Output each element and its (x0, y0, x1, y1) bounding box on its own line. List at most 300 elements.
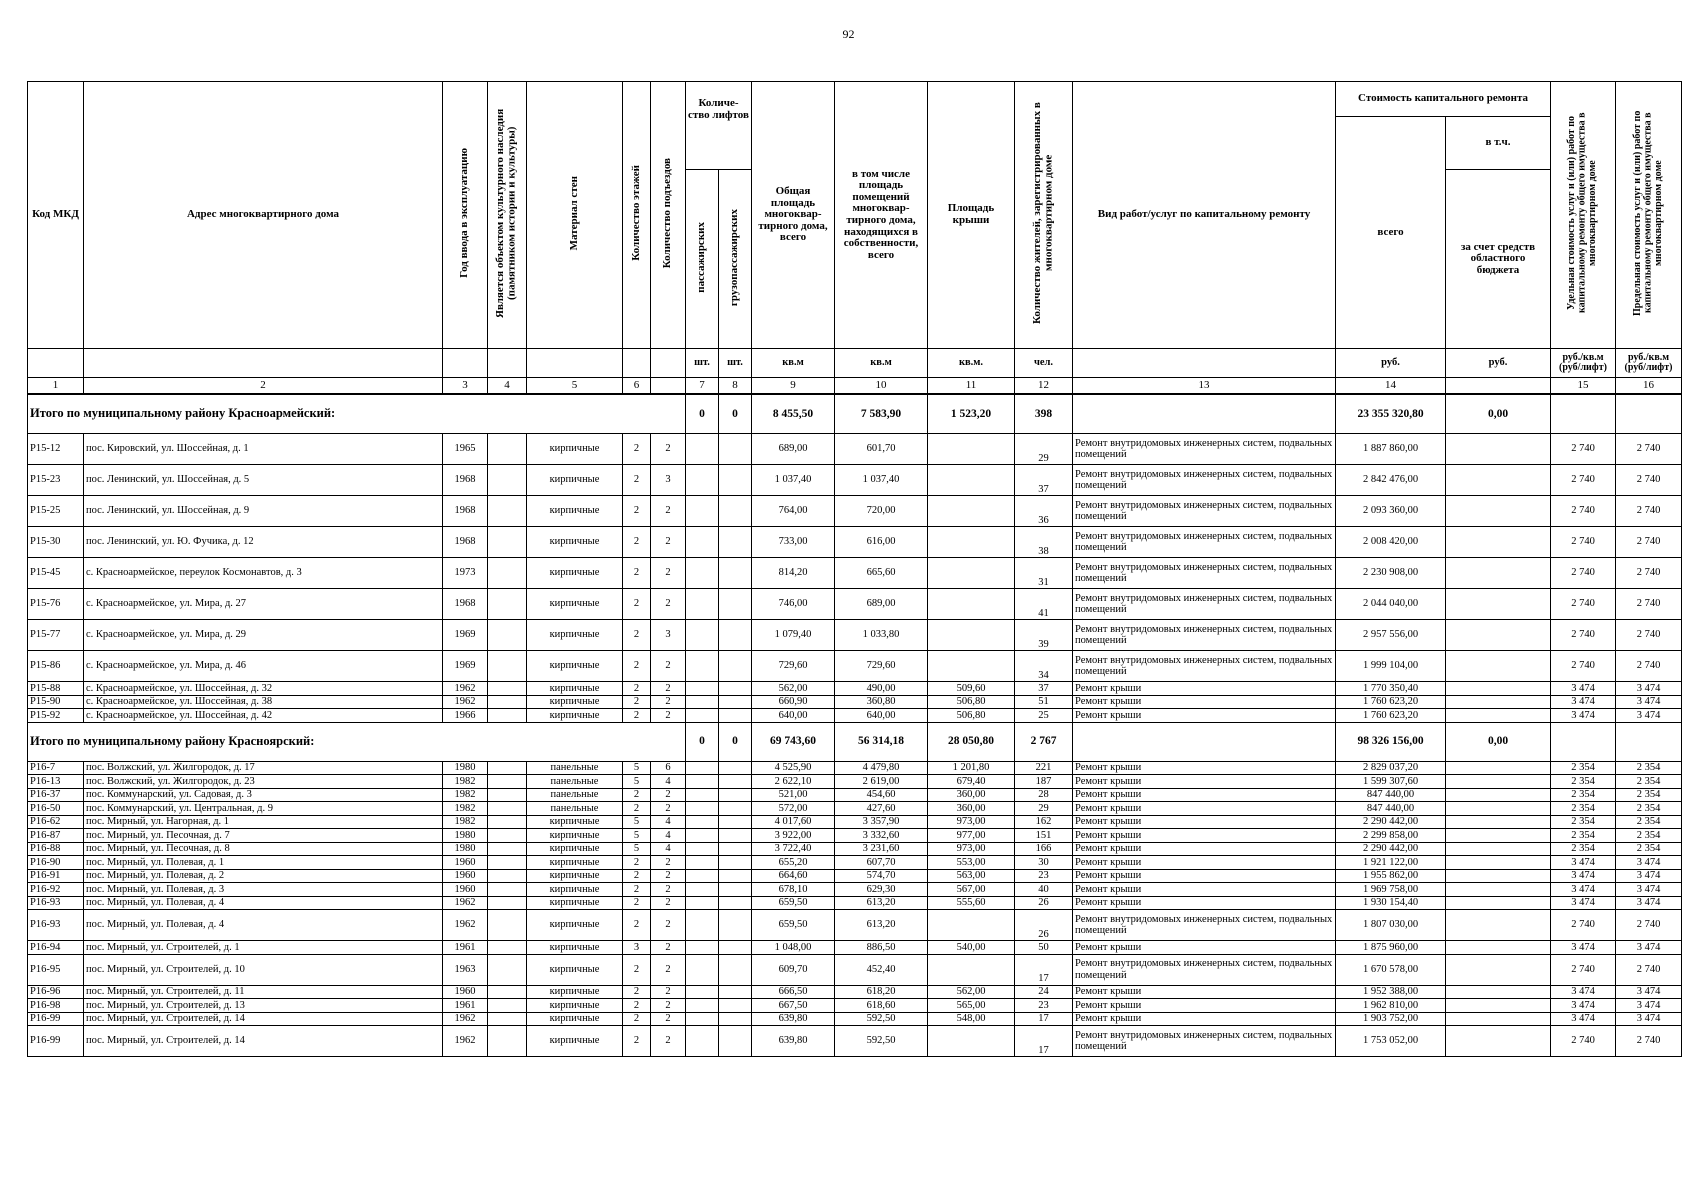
area-total: 4 017,60 (752, 815, 835, 829)
table-row (28, 954, 1682, 985)
year: 1968 (443, 496, 488, 527)
unit-cost: 2 740 (1551, 558, 1616, 589)
year: 1968 (443, 527, 488, 558)
year: 1980 (443, 829, 488, 843)
total-lifts-pass: 0 (686, 394, 719, 434)
work-type: Ремонт внутридомовых инженерных систем, подвальных помещений (1073, 954, 1336, 985)
address: с. Красноармейское, ул. Мира, д. 46 (84, 651, 443, 682)
lifts-pass (686, 1012, 719, 1026)
col-roof-area-header: Площадь крыши (928, 82, 1015, 349)
heritage (488, 558, 527, 589)
lifts-cargo (719, 434, 752, 465)
unit-residents: чел. (1015, 349, 1073, 378)
cost-regional (1446, 1026, 1551, 1057)
work-type: Ремонт внутридомовых инженерных систем, подвальных помещений (1073, 589, 1336, 620)
cost-total: 2 093 360,00 (1336, 496, 1446, 527)
area-owned: 3 231,60 (835, 842, 928, 856)
address: пос. Ленинский, ул. Шоссейная, д. 9 (84, 496, 443, 527)
unit-cost: 2 354 (1551, 829, 1616, 843)
residents: 23 (1015, 999, 1073, 1013)
entrances: 2 (651, 1012, 686, 1026)
unit-area-owned: кв.м (835, 349, 928, 378)
lifts-cargo (719, 985, 752, 999)
table-row (28, 869, 1682, 883)
cost-regional (1446, 1012, 1551, 1026)
table-row (28, 465, 1682, 496)
column-number: 12 (1015, 378, 1073, 395)
table-row (28, 985, 1682, 999)
area-owned: 4 479,80 (835, 761, 928, 775)
max-cost: 3 474 (1616, 1012, 1682, 1026)
table-row (28, 620, 1682, 651)
work-type: Ремонт крыши (1073, 761, 1336, 775)
cost-total: 1 952 388,00 (1336, 985, 1446, 999)
area-total: 639,80 (752, 1012, 835, 1026)
heritage (488, 842, 527, 856)
address: пос. Волжский, ул. Жилгородок, д. 23 (84, 775, 443, 789)
unit-cost: 3 474 (1551, 1012, 1616, 1026)
address: с. Красноармейское, ул. Шоссейная, д. 32 (84, 682, 443, 696)
max-cost: 3 474 (1616, 896, 1682, 910)
total-unit-empty (1551, 722, 1616, 761)
area-owned: 689,00 (835, 589, 928, 620)
cost-regional (1446, 434, 1551, 465)
roof-area: 1 201,80 (928, 761, 1015, 775)
page-number: 92 (842, 27, 855, 41)
col-cost-incl-header: в т.ч. (1446, 117, 1551, 170)
heritage (488, 788, 527, 802)
lifts-cargo (719, 999, 752, 1013)
residents: 39 (1015, 620, 1073, 651)
unit-roof-area: кв.м. (928, 349, 1015, 378)
cost-regional (1446, 620, 1551, 651)
work-type: Ремонт крыши (1073, 941, 1336, 955)
heritage (488, 620, 527, 651)
table-row (28, 788, 1682, 802)
entrances: 3 (651, 465, 686, 496)
work-type: Ремонт внутридомовых инженерных систем, подвальных помещений (1073, 558, 1336, 589)
residents: 51 (1015, 695, 1073, 709)
heritage (488, 465, 527, 496)
cost-total: 1 955 862,00 (1336, 869, 1446, 883)
address: пос. Коммунарский, ул. Центральная, д. 9 (84, 802, 443, 816)
district-total-row (28, 394, 1682, 434)
total-area-owned: 7 583,90 (835, 394, 928, 434)
heritage (488, 527, 527, 558)
roof-area (928, 954, 1015, 985)
residents: 151 (1015, 829, 1073, 843)
address: пос. Мирный, ул. Полевая, д. 2 (84, 869, 443, 883)
lifts-cargo (719, 695, 752, 709)
max-cost: 2 354 (1616, 788, 1682, 802)
lifts-pass (686, 527, 719, 558)
area-total: 640,00 (752, 709, 835, 723)
heritage (488, 1026, 527, 1057)
cost-total: 1 760 623,20 (1336, 709, 1446, 723)
entrances: 2 (651, 954, 686, 985)
area-owned: 607,70 (835, 856, 928, 870)
floors: 2 (623, 869, 651, 883)
roof-area (928, 558, 1015, 589)
lifts-pass (686, 620, 719, 651)
wall-material: кирпичные (527, 558, 623, 589)
cost-regional (1446, 695, 1551, 709)
entrances: 2 (651, 788, 686, 802)
lifts-cargo (719, 910, 752, 941)
lifts-cargo (719, 709, 752, 723)
area-total: 562,00 (752, 682, 835, 696)
lifts-cargo (719, 527, 752, 558)
lifts-pass (686, 465, 719, 496)
mkd-code: Р16-93 (28, 896, 84, 910)
lifts-cargo (719, 465, 752, 496)
cost-regional (1446, 709, 1551, 723)
roof-area (928, 527, 1015, 558)
column-number: 10 (835, 378, 928, 395)
work-type: Ремонт внутридомовых инженерных систем, подвальных помещений (1073, 434, 1336, 465)
lifts-pass (686, 869, 719, 883)
mkd-code: Р15-88 (28, 682, 84, 696)
col-address-header: Адрес многоквартирного дома (84, 82, 443, 349)
table-row (28, 589, 1682, 620)
mkd-code: Р16-50 (28, 802, 84, 816)
area-total: 746,00 (752, 589, 835, 620)
table-row (28, 910, 1682, 941)
total-residents: 2 767 (1015, 722, 1073, 761)
cost-regional (1446, 842, 1551, 856)
mkd-code: Р16-7 (28, 761, 84, 775)
col-heritage-header: Является объектом культурного наследия (памятником истории и культуры) (488, 82, 527, 349)
max-cost: 2 354 (1616, 842, 1682, 856)
lifts-pass (686, 761, 719, 775)
table-row (28, 1026, 1682, 1057)
residents: 34 (1015, 651, 1073, 682)
residents: 37 (1015, 682, 1073, 696)
work-type: Ремонт внутридомовых инженерных систем, подвальных помещений (1073, 910, 1336, 941)
unit-cost: 3 474 (1551, 883, 1616, 897)
cost-total: 1 753 052,00 (1336, 1026, 1446, 1057)
table-body (28, 394, 1682, 1057)
lifts-cargo (719, 589, 752, 620)
wall-material: кирпичные (527, 496, 623, 527)
table-row (28, 682, 1682, 696)
capital-repair-table (27, 81, 1682, 1057)
table-row (28, 883, 1682, 897)
col-lifts-cargo-header: грузопассажирских (719, 170, 752, 349)
roof-area: 540,00 (928, 941, 1015, 955)
column-number: 5 (527, 378, 623, 395)
wall-material: панельные (527, 761, 623, 775)
entrances: 2 (651, 527, 686, 558)
max-cost: 2 740 (1616, 910, 1682, 941)
column-number: 3 (443, 378, 488, 395)
max-cost: 2 740 (1616, 496, 1682, 527)
heritage (488, 761, 527, 775)
total-work-empty (1073, 394, 1336, 434)
floors: 2 (623, 709, 651, 723)
cost-total: 2 299 858,00 (1336, 829, 1446, 843)
unit-cost: 2 354 (1551, 802, 1616, 816)
heritage (488, 682, 527, 696)
col-lifts-pass-header: пассажирских (686, 170, 719, 349)
year: 1968 (443, 589, 488, 620)
max-cost: 2 354 (1616, 775, 1682, 789)
residents: 24 (1015, 985, 1073, 999)
residents: 162 (1015, 815, 1073, 829)
area-total: 572,00 (752, 802, 835, 816)
lifts-pass (686, 802, 719, 816)
district-total-label: Итого по муниципальному району Красноармейский: (28, 394, 686, 434)
col-cost-total-header: всего (1336, 117, 1446, 349)
lifts-cargo (719, 651, 752, 682)
work-type: Ремонт крыши (1073, 896, 1336, 910)
mkd-code: Р16-94 (28, 941, 84, 955)
roof-area: 973,00 (928, 815, 1015, 829)
max-cost: 3 474 (1616, 883, 1682, 897)
wall-material: кирпичные (527, 695, 623, 709)
table-row (28, 815, 1682, 829)
year: 1982 (443, 788, 488, 802)
entrances: 4 (651, 829, 686, 843)
district-total-label: Итого по муниципальному району Красноярский: (28, 722, 686, 761)
cost-total: 2 230 908,00 (1336, 558, 1446, 589)
residents: 29 (1015, 802, 1073, 816)
max-cost: 2 740 (1616, 434, 1682, 465)
wall-material: кирпичные (527, 883, 623, 897)
cost-total: 2 957 556,00 (1336, 620, 1446, 651)
unit-cost: 2 740 (1551, 434, 1616, 465)
max-cost: 2 740 (1616, 651, 1682, 682)
cost-regional (1446, 761, 1551, 775)
unit-cost: 2 740 (1551, 910, 1616, 941)
area-owned: 729,60 (835, 651, 928, 682)
max-cost: 2 740 (1616, 558, 1682, 589)
wall-material: кирпичные (527, 1012, 623, 1026)
area-total: 764,00 (752, 496, 835, 527)
lifts-cargo (719, 496, 752, 527)
max-cost: 2 740 (1616, 1026, 1682, 1057)
floors: 2 (623, 465, 651, 496)
lifts-pass (686, 682, 719, 696)
lifts-pass (686, 589, 719, 620)
heritage (488, 829, 527, 843)
work-type: Ремонт внутридомовых инженерных систем, подвальных помещений (1073, 651, 1336, 682)
total-area: 69 743,60 (752, 722, 835, 761)
cost-total: 1 760 623,20 (1336, 695, 1446, 709)
col-unit-cost-header: Удельная стоимость услуг и (или) работ по капитальному ремонту общего имущества в многоквартирном доме (1551, 82, 1616, 349)
col-max-cost-header: Предельная стоимость услуг и (или) работ по капитальному ремонту общего имущества в многоквартирном доме (1616, 82, 1682, 349)
cost-regional (1446, 496, 1551, 527)
unit-cost: 3 474 (1551, 709, 1616, 723)
roof-area: 567,00 (928, 883, 1015, 897)
address: пос. Мирный, ул. Строителей, д. 11 (84, 985, 443, 999)
address: пос. Ленинский, ул. Ю. Фучика, д. 12 (84, 527, 443, 558)
total-work-empty (1073, 722, 1336, 761)
col-wall-header: Материал стен (527, 82, 623, 349)
entrances: 2 (651, 856, 686, 870)
area-total: 3 722,40 (752, 842, 835, 856)
unit-cost: 3 474 (1551, 941, 1616, 955)
cost-regional (1446, 527, 1551, 558)
lifts-cargo (719, 941, 752, 955)
total-cost: 98 326 156,00 (1336, 722, 1446, 761)
table-row (28, 896, 1682, 910)
cost-total: 1 670 578,00 (1336, 954, 1446, 985)
heritage (488, 709, 527, 723)
heritage (488, 775, 527, 789)
lifts-cargo (719, 1012, 752, 1026)
column-number: 1 (28, 378, 84, 395)
floors: 2 (623, 558, 651, 589)
area-total: 2 622,10 (752, 775, 835, 789)
entrances: 2 (651, 1026, 686, 1057)
work-type: Ремонт крыши (1073, 869, 1336, 883)
max-cost: 2 740 (1616, 527, 1682, 558)
work-type: Ремонт внутридомовых инженерных систем, подвальных помещений (1073, 527, 1336, 558)
residents: 17 (1015, 1026, 1073, 1057)
units-row (28, 349, 1682, 378)
area-owned: 592,50 (835, 1026, 928, 1057)
floors: 2 (623, 788, 651, 802)
lifts-pass (686, 815, 719, 829)
floors: 2 (623, 527, 651, 558)
cost-regional (1446, 815, 1551, 829)
lifts-cargo (719, 1026, 752, 1057)
total-area: 8 455,50 (752, 394, 835, 434)
floors: 2 (623, 802, 651, 816)
work-type: Ремонт крыши (1073, 775, 1336, 789)
floors: 3 (623, 941, 651, 955)
residents: 29 (1015, 434, 1073, 465)
lifts-pass (686, 999, 719, 1013)
lifts-pass (686, 496, 719, 527)
area-owned: 618,20 (835, 985, 928, 999)
unit-cost: 3 474 (1551, 682, 1616, 696)
address: пос. Мирный, ул. Нагорная, д. 1 (84, 815, 443, 829)
lifts-pass (686, 775, 719, 789)
unit-cost-regional: руб. (1446, 349, 1551, 378)
residents: 17 (1015, 954, 1073, 985)
floors: 5 (623, 761, 651, 775)
cost-regional (1446, 941, 1551, 955)
residents: 38 (1015, 527, 1073, 558)
floors: 5 (623, 842, 651, 856)
column-number: 2 (84, 378, 443, 395)
area-total: 4 525,90 (752, 761, 835, 775)
lifts-cargo (719, 842, 752, 856)
col-floors-header: Количество этажей (623, 82, 651, 349)
roof-area: 679,40 (928, 775, 1015, 789)
lifts-cargo (719, 802, 752, 816)
unit-unit-cost: руб./кв.м (руб/лифт) (1551, 349, 1616, 378)
wall-material: кирпичные (527, 527, 623, 558)
wall-material: панельные (527, 802, 623, 816)
year: 1980 (443, 842, 488, 856)
lifts-cargo (719, 558, 752, 589)
entrances: 2 (651, 802, 686, 816)
mkd-code: Р16-95 (28, 954, 84, 985)
year: 1962 (443, 682, 488, 696)
residents: 187 (1015, 775, 1073, 789)
work-type: Ремонт крыши (1073, 985, 1336, 999)
entrances: 4 (651, 775, 686, 789)
floors: 2 (623, 434, 651, 465)
cost-regional (1446, 682, 1551, 696)
area-owned: 665,60 (835, 558, 928, 589)
year: 1960 (443, 883, 488, 897)
lifts-cargo (719, 869, 752, 883)
address: пос. Мирный, ул. Песочная, д. 7 (84, 829, 443, 843)
entrances: 2 (651, 651, 686, 682)
residents: 26 (1015, 910, 1073, 941)
floors: 2 (623, 856, 651, 870)
unit-area-total: кв.м (752, 349, 835, 378)
heritage (488, 1012, 527, 1026)
cost-total: 2 290 442,00 (1336, 842, 1446, 856)
heritage (488, 434, 527, 465)
entrances: 4 (651, 815, 686, 829)
area-owned: 574,70 (835, 869, 928, 883)
column-number: 8 (719, 378, 752, 395)
area-total: 814,20 (752, 558, 835, 589)
entrances: 2 (651, 589, 686, 620)
max-cost: 2 354 (1616, 829, 1682, 843)
roof-area: 506,80 (928, 695, 1015, 709)
wall-material: кирпичные (527, 589, 623, 620)
roof-area: 506,80 (928, 709, 1015, 723)
year: 1973 (443, 558, 488, 589)
address: пос. Коммунарский, ул. Садовая, д. 3 (84, 788, 443, 802)
floors: 2 (623, 695, 651, 709)
work-type: Ремонт крыши (1073, 829, 1336, 843)
mkd-code: Р15-76 (28, 589, 84, 620)
residents: 30 (1015, 856, 1073, 870)
heritage (488, 869, 527, 883)
unit-cost: 3 474 (1551, 869, 1616, 883)
col-code-header: Код МКД (28, 82, 84, 349)
table-header (28, 82, 1682, 395)
table-row (28, 802, 1682, 816)
address: пос. Кировский, ул. Шоссейная, д. 1 (84, 434, 443, 465)
lifts-cargo (719, 620, 752, 651)
table-row (28, 434, 1682, 465)
mkd-code: Р16-37 (28, 788, 84, 802)
roof-area: 360,00 (928, 802, 1015, 816)
residents: 26 (1015, 896, 1073, 910)
mkd-code: Р16-93 (28, 910, 84, 941)
floors: 2 (623, 1026, 651, 1057)
cost-regional (1446, 999, 1551, 1013)
wall-material: кирпичные (527, 1026, 623, 1057)
cost-total: 1 887 860,00 (1336, 434, 1446, 465)
total-lifts-cargo: 0 (719, 394, 752, 434)
roof-area: 977,00 (928, 829, 1015, 843)
max-cost: 3 474 (1616, 856, 1682, 870)
lifts-pass (686, 910, 719, 941)
entrances: 2 (651, 434, 686, 465)
heritage (488, 896, 527, 910)
residents: 37 (1015, 465, 1073, 496)
work-type: Ремонт крыши (1073, 682, 1336, 696)
max-cost: 2 740 (1616, 465, 1682, 496)
lifts-pass (686, 829, 719, 843)
lifts-pass (686, 883, 719, 897)
area-owned: 640,00 (835, 709, 928, 723)
max-cost: 2 354 (1616, 761, 1682, 775)
work-type: Ремонт крыши (1073, 842, 1336, 856)
column-number: 15 (1551, 378, 1616, 395)
heritage (488, 496, 527, 527)
